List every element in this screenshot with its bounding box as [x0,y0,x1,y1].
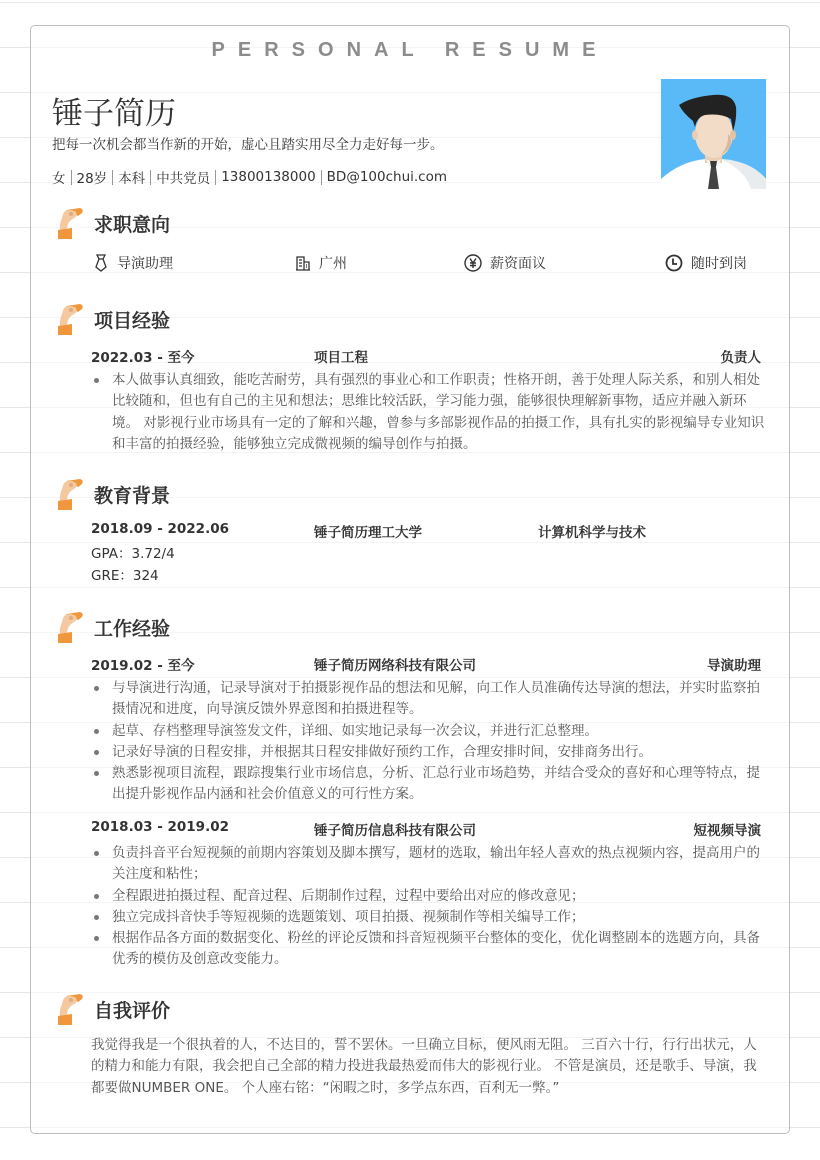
project-period: 2022.03 - 至今 [91,350,195,366]
section-title: 自我评价 [94,999,171,1022]
intent-position [93,253,173,273]
list-item: 熟悉影视项目流程，跟踪搜集行业市场信息，分析、汇总行业市场趋势，并结合受众的喜好和心理等特点，提出提升影视作品内涵和社会价值意义的可行性方案。 [91,763,767,806]
list-item: 全程跟进拍摄过程、配音过程、后期制作过程，过程中要给出对应的修改意见； [91,886,767,907]
intent-salary-label: 薪资面议 [490,256,546,272]
work-role: 短视频导演 [693,823,761,839]
project-bullets [91,370,767,455]
list-item: 与导演进行沟通，记录导演对于拍摄影视作品的想法和见解，向工作人员准确传达导演的想法，并实时监察拍摄情况和进度，向导演反馈外界意图和拍摄进程等。 [91,678,767,721]
info-political: 中共党员 [156,171,211,187]
avatar-person-icon [661,79,766,189]
work-company: 锤子简历网络科技有限公司 [314,658,476,674]
work-period: 2018.03 - 2019.02 [91,819,229,835]
gre-line: GRE：324 [91,567,159,584]
page-title: PERSONAL RESUME [211,39,609,61]
list-item: 本人做事认真细致，能吃苦耐劳，具有强烈的事业心和工作职责；性格开朗，善于处理人际关系，和别人相处比较随和，但也有自己的主见和想法；思维比较活跃，学习能力强，能够很快理解新事物，适应并融入新环境。 对影视行业市场具有一定的了解和兴趣，曾参与多部影视作品的拍摄工作，具有扎实的影视编导专业知识和丰富的拍摄经验，能够独立完成微视频的编导创作与拍摄。 [91,370,767,455]
info-email: BD@100chui.com [326,169,448,185]
divider [71,170,72,185]
self-evaluation-text: 我觉得我是一个很执着的人，不达目的，誓不罢休。一旦确立目标，便风雨无阻。 三百六十行，行行出状元，人的精力和能力有限，我会把自己全部的精力投进我最热爱而伟大的影视行业。 不管是演员，还是歌手、导演，我都要做NUMBER ONE。 个人座右铭：“闲暇之时，多学点东西，百利无一弊。” [91,1037,757,1096]
tie-icon [93,254,109,272]
section-header-projects [56,302,170,336]
list-item: 独立完成抖音快手等短视频的选题策划、项目拍摄、视频制作等相关编导工作； [91,907,767,928]
candidate-name: 锤子简历 [52,96,176,132]
section-title: 求职意向 [94,213,171,236]
work-company: 锤子简历信息科技有限公司 [314,823,476,839]
project-name: 项目工程 [314,350,368,366]
list-item: 记录好导演的日程安排，并根据其日程安排做好预约工作，合理安排时间，安排商务出行。 [91,742,767,763]
divider [321,170,322,185]
intent-city-label: 广州 [319,256,347,272]
section-header-education [56,477,170,511]
section-title: 项目经验 [94,309,171,332]
work-bullets [91,678,767,806]
info-gender: 女 [52,171,66,187]
intent-position-label: 导演助理 [117,256,173,272]
info-degree: 本科 [118,171,146,187]
info-age: 28岁 [76,171,108,187]
candidate-motto: 把每一次机会都当作新的开始，虚心且踏实用尽全力走好每一步。 [52,137,444,153]
yen-icon [464,254,482,272]
clock-icon [665,254,683,272]
list-item: 起草、存档整理导演签发文件，详细、如实地记录每一次会议，并进行汇总整理。 [91,721,767,742]
intent-salary [464,253,546,273]
section-title: 工作经验 [94,617,171,640]
project-role: 负责人 [720,350,761,366]
education-major: 计算机科学与技术 [538,525,646,541]
hand-pen-icon [56,477,86,511]
work-bullets [91,843,767,971]
hand-pen-icon [56,206,86,240]
section-header-self-eval [56,992,170,1026]
work-period: 2019.02 - 至今 [91,658,195,674]
section-header-intent [56,206,170,240]
gpa-line: GPA：3.72/4 [91,546,175,562]
divider [150,170,151,185]
list-item: 负责抖音平台短视频的前期内容策划及脚本撰写，题材的选取，输出年轻人喜欢的热点视频内容，提高用户的关注度和粘性； [91,843,767,886]
building-icon [295,255,311,271]
section-header-work [56,610,170,644]
divider [215,170,216,185]
education-school: 锤子简历理工大学 [314,525,422,541]
candidate-info [52,167,447,187]
divider [112,170,113,185]
intent-city [295,253,347,273]
work-role: 导演助理 [707,658,761,674]
hand-pen-icon [56,992,86,1026]
intent-availability-label: 随时到岗 [691,256,747,272]
avatar-photo [661,79,766,189]
hand-pen-icon [56,610,86,644]
section-title: 教育背景 [94,484,171,507]
info-phone: 13800138000 [221,169,316,185]
education-details [91,544,175,587]
intent-availability [665,253,747,273]
education-period: 2018.09 - 2022.06 [91,521,229,537]
hand-pen-icon [56,302,86,336]
list-item: 根据作品各方面的数据变化、粉丝的评论反馈和抖音短视频平台整体的变化，优化调整剧本的选题方向，具备优秀的模仿及创意改变能力。 [91,928,767,971]
